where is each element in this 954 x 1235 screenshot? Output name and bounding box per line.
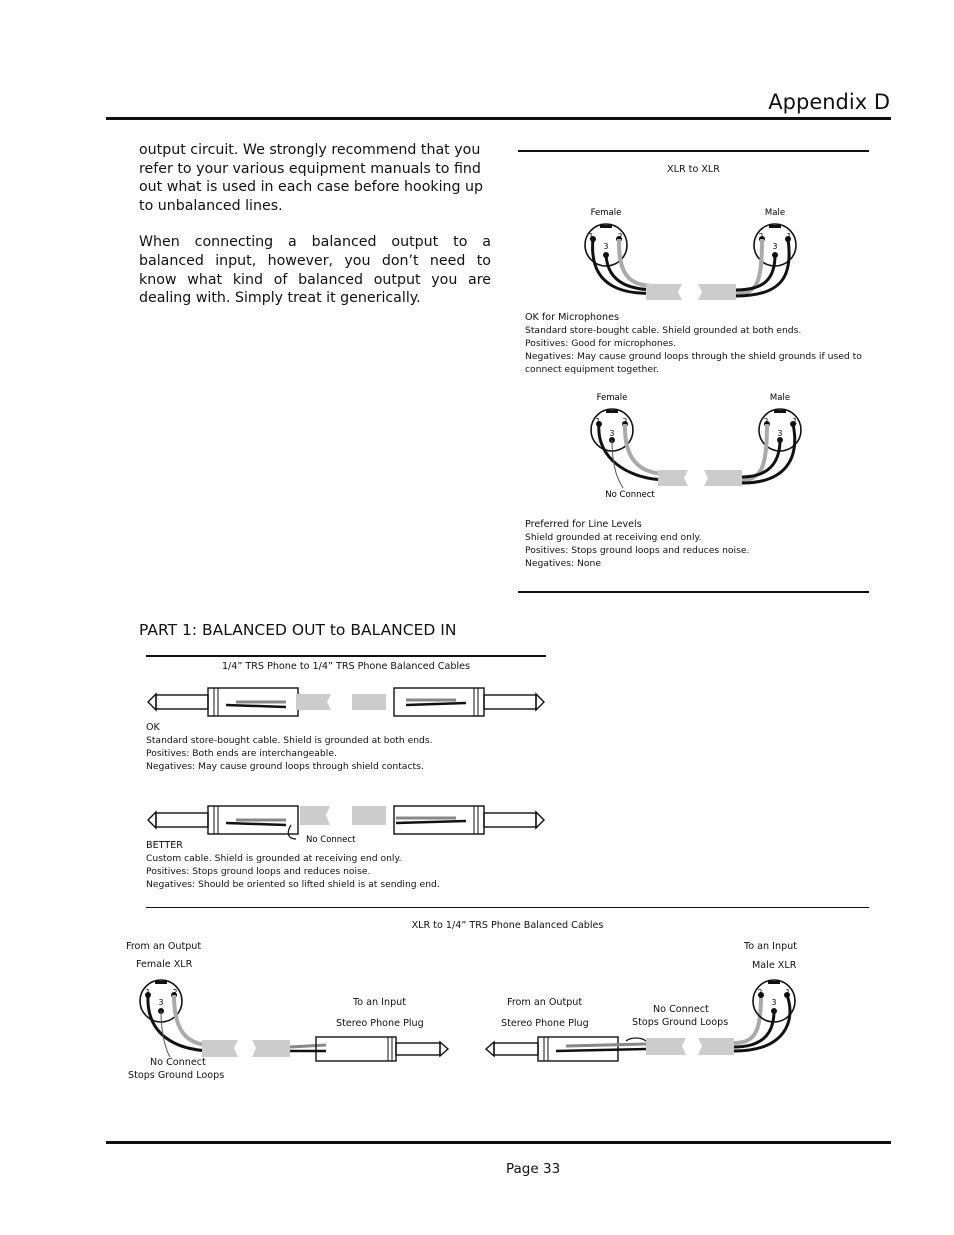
xlr-figure-bottom-rule — [518, 591, 869, 593]
xlr-trs-left-note-2: Stops Ground Loops — [128, 1070, 225, 1081]
xlr-trs-figure-title: XLR to 1/4” TRS Phone Balanced Cables — [411, 920, 604, 931]
right-xlr-pin3: 3 — [771, 998, 777, 1007]
trs-caption-1-line-3: Negatives: May cause ground loops through shield contacts. — [146, 761, 424, 772]
trs-caption-1 — [146, 721, 546, 773]
trs-caption-2-line-1: Custom cable. Shield is grounded at receiving end only. — [146, 853, 402, 864]
xlr2-male-label: Male — [769, 393, 791, 403]
xlr-caption-2-heading: Preferred for Line Levels — [525, 519, 642, 530]
part-title: PART 1: BALANCED OUT to BALANCED IN — [139, 621, 457, 639]
xlr-trs-right-to-label: To an Input — [744, 941, 797, 952]
page-header-title: Appendix D — [768, 90, 890, 114]
header-rule — [106, 117, 891, 120]
xlr-figure-title: XLR to XLR — [667, 164, 720, 175]
xlr-caption-2-line-2: Positives: Stops ground loops and reduces noise. — [525, 545, 750, 556]
trs-cable-diagram-1 — [146, 685, 546, 721]
trs-caption-2-line-2: Positives: Stops ground loops and reduces noise. — [146, 866, 371, 877]
xlr-caption-2 — [525, 518, 870, 570]
xlr1-female-pin2: 2 — [617, 232, 623, 241]
xlr1-male-label: Male — [764, 208, 786, 218]
xlr2-no-connect-label: No Connect — [605, 490, 655, 500]
trs-caption-2 — [146, 839, 546, 891]
xlr2-male-pin2: 2 — [763, 417, 769, 426]
right-xlr-pin1: 1 — [785, 988, 791, 997]
footer-rule — [106, 1141, 891, 1144]
xlr1-male-pin2: 2 — [758, 232, 764, 241]
xlr2-male-pin1: 1 — [792, 417, 798, 426]
xlr-trs-right-note-1: No Connect — [653, 1004, 709, 1015]
intro-paragraph-1: output circuit. We strongly recommend that you refer to your various equipment manuals to find out what is used in each case before hooking up to unbalanced lines. — [139, 142, 484, 214]
xlr1-female-pin1: 1 — [588, 232, 594, 241]
xlr-trs-left-plug-label: Stereo Phone Plug — [336, 1018, 424, 1029]
trs2-no-connect-label: No Connect — [306, 835, 356, 845]
xlr2-female-pin3: 3 — [609, 429, 615, 438]
trs2-right-plug-icon — [536, 812, 544, 828]
xlr-caption-1-heading: OK for Microphones — [525, 312, 619, 323]
xlr-trs-left-from-label: From an Output — [126, 941, 202, 952]
xlr-trs-left-to-label: To an Input — [353, 997, 406, 1008]
left-stereo-plug-icon — [440, 1042, 448, 1056]
xlr-caption-2-line-1: Shield grounded at receiving end only. — [525, 532, 702, 543]
xlr1-female-label: Female — [590, 208, 622, 218]
xlr-caption-1-line-4: connect equipment together. — [525, 364, 659, 375]
intro-text — [139, 141, 491, 308]
xlr-caption-1 — [525, 311, 870, 376]
xlr-caption-1-line-2: Positives: Good for microphones. — [525, 338, 677, 349]
right-xlr-pin2: 2 — [757, 988, 763, 997]
xlr2-female-label: Female — [596, 393, 628, 403]
xlr-trs-right-plug-label: Stereo Phone Plug — [501, 1018, 589, 1029]
xlr-trs-left-note-1: No Connect — [150, 1057, 206, 1068]
xlr-caption-2-line-3: Negatives: None — [525, 558, 602, 569]
trs-figure-top-rule — [146, 655, 546, 657]
trs-figure-title: 1/4” TRS Phone to 1/4” TRS Phone Balanced Cables — [221, 661, 471, 672]
xlr2-male-pin3: 3 — [777, 429, 783, 438]
xlr-to-xlr-diagram-2 — [518, 388, 869, 503]
trs1-right-plug-icon — [536, 694, 544, 710]
xlr1-male-pin1: 1 — [786, 232, 792, 241]
xlr-trs-right-from-label: From an Output — [507, 997, 583, 1008]
page-number: Page 33 — [506, 1161, 561, 1177]
left-xlr-pin2: 2 — [172, 988, 178, 997]
xlr-trs-right-note-2: Stops Ground Loops — [632, 1017, 729, 1028]
xlr1-female-pin3: 3 — [603, 242, 609, 251]
trs2-left-plug-icon — [148, 812, 156, 828]
xlr-trs-right-connector-label: Male XLR — [752, 960, 797, 971]
xlr-trs-left-connector-label: Female XLR — [136, 959, 193, 970]
xlr-figure-top-rule — [518, 150, 869, 152]
xlr-to-xlr-diagram-1 — [518, 200, 869, 310]
xlr2-female-pin1: 1 — [595, 417, 601, 426]
left-xlr-pin1: 1 — [145, 988, 151, 997]
right-stereo-plug-icon — [486, 1042, 494, 1056]
intro-paragraph-2: When connecting a balanced output to a balanced input, however, you don’t need to know what kind of balanced output you are dealing with. Simply treat it generically. — [139, 234, 491, 307]
xlr-to-trs-diagram — [126, 975, 816, 1065]
trs1-left-plug-icon — [148, 694, 156, 710]
xlr-trs-figure-top-rule — [146, 907, 869, 908]
xlr-caption-1-line-1: Standard store-bought cable. Shield grounded at both ends. — [525, 325, 802, 336]
xlr-caption-1-line-3: Negatives: May cause ground loops through the shield grounds if used to — [525, 351, 862, 362]
trs-caption-1-heading: OK — [146, 722, 160, 733]
trs-caption-1-line-1: Standard store-bought cable. Shield is grounded at both ends. — [146, 735, 433, 746]
xlr1-male-pin3: 3 — [772, 242, 778, 251]
trs-caption-2-line-3: Negatives: Should be oriented so lifted shield is at sending end. — [146, 879, 440, 890]
trs-caption-2-heading: BETTER — [146, 840, 183, 851]
xlr2-female-pin2: 2 — [622, 417, 628, 426]
left-xlr-pin3: 3 — [158, 998, 164, 1007]
trs-caption-1-line-2: Positives: Both ends are interchangeable. — [146, 748, 337, 759]
